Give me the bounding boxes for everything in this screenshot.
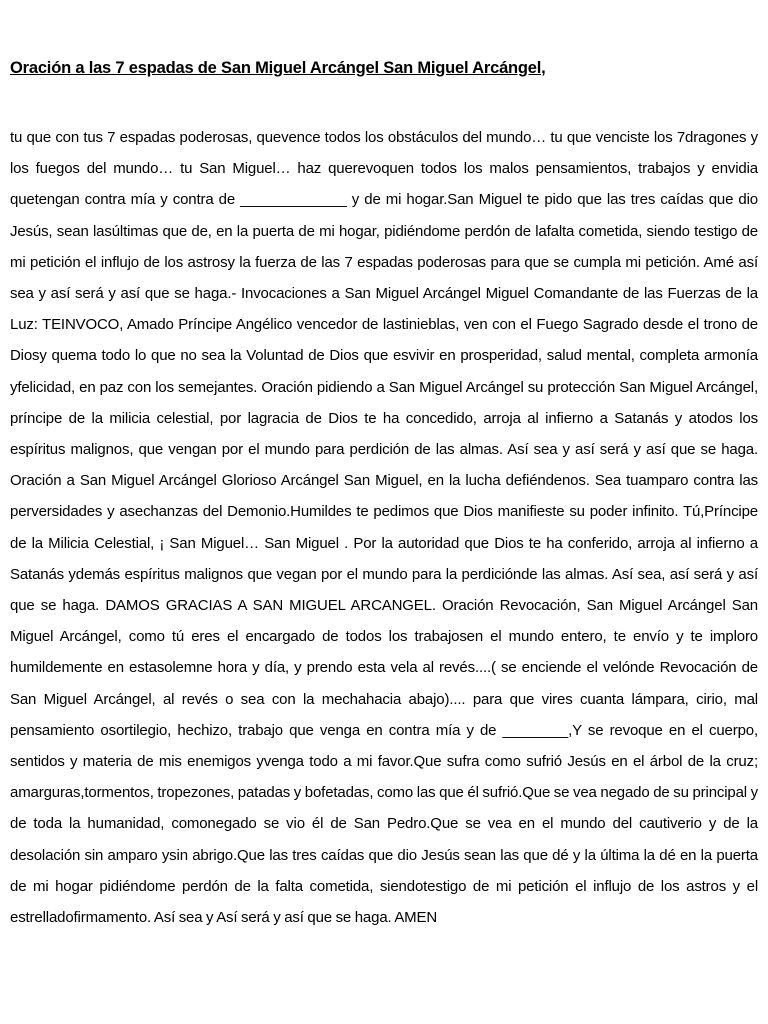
document-title: Oración a las 7 espadas de San Miguel Arcángel San Miguel Arcángel, (10, 59, 546, 77)
prayer-text: tu que con tus 7 espadas poderosas, quevence todos los obstáculos del mundo… tu que venciste los 7dragones y los fuegos del mundo… tu San Miguel… haz querevoquen todos los malos pensamientos, trabajos y envidia quetengan contra mía y contra de _____________ y de mi hogar.San Miguel te pido que las tres caídas que dio Jesús, sean lasúltimas que de, en la puerta de mi hogar, pidiéndome perdón de lafalta cometida, siendo testigo de mi petición el influjo de los astrosy la fuerza de las 7 espadas poderosas para que se cumpla mi petición. Amé así sea y así será y así que se haga.- Invocaciones a San Miguel Arcángel Miguel Comandante de las Fuerzas de la Luz: TEINVOCO, Amado Príncipe Angélico vencedor de lastinieblas, ven con el Fuego Sagrado desde el trono de Diosy quema todo lo que no sea la Voluntad de Dios que esvivir en prosperidad, salud mental, completa armonía yfelicidad, en paz con los semejantes. Oración pidiendo a San Miguel Arcángel su protección San Miguel Arcángel, príncipe de la milicia celestial, por lagracia de Dios te ha concedido, arroja al infierno a Satanás y atodos los espíritus malignos, que vengan por el mundo para perdición de las almas. Así sea y así será y así que se haga. Oración a San Miguel Arcángel Glorioso Arcángel San Miguel, en la lucha defiéndenos. Sea tuamparo contra las perversidades y asechanzas del Demonio.Humildes te pedimos que Dios manifieste su poder infinito. Tú,Príncipe de la Milicia Celestial, ¡ San Miguel… San Miguel . Por la autoridad que Dios te ha conferido, arroja al infierno a Satanás ydemás espíritus malignos que vegan por el mundo para la perdiciónde las almas. Así sea, así será y así que se haga. DAMOS GRACIAS A SAN MIGUEL ARCANGEL. Oración Revocación, San Miguel Arcángel San Miguel Arcángel, como tú eres el encargado de todos los trabajosen el mundo entero, te envío y te imploro humildemente en estasolemne hora y día, y prendo esta vela al revés....( se enciende el velónde Revocación de San Miguel Arcángel, al revés o sea con la mechahacia abajo).... para que vires cuanta lámpara, cirio, mal pensamiento osortilegio, hechizo, trabajo que venga en contra mía y de ________,Y se revoque en el cuerpo, sentidos y materia de mis enemigos yvenga todo a mi favor.Que sufra como sufrió Jesús en el árbol de la cruz; amarguras,tormentos, tropezones, patadas y bofetadas, como las que él sufrió.Que se vea negado de su principal y de toda la humanidad, comonegado se vio él de San Pedro.Que se vea en el mundo del cautiverio y de la desolación sin amparo ysin abrigo.Que las tres caídas que dio Jesús sean las que dé y la última la dé en la puerta de mi hogar pidiéndome perdón de la falta cometida, siendotestigo de mi petición el influjo de los astros y el estrelladofirmamento. Así sea y Así será y así que se haga. AMEN (10, 129, 758, 927)
